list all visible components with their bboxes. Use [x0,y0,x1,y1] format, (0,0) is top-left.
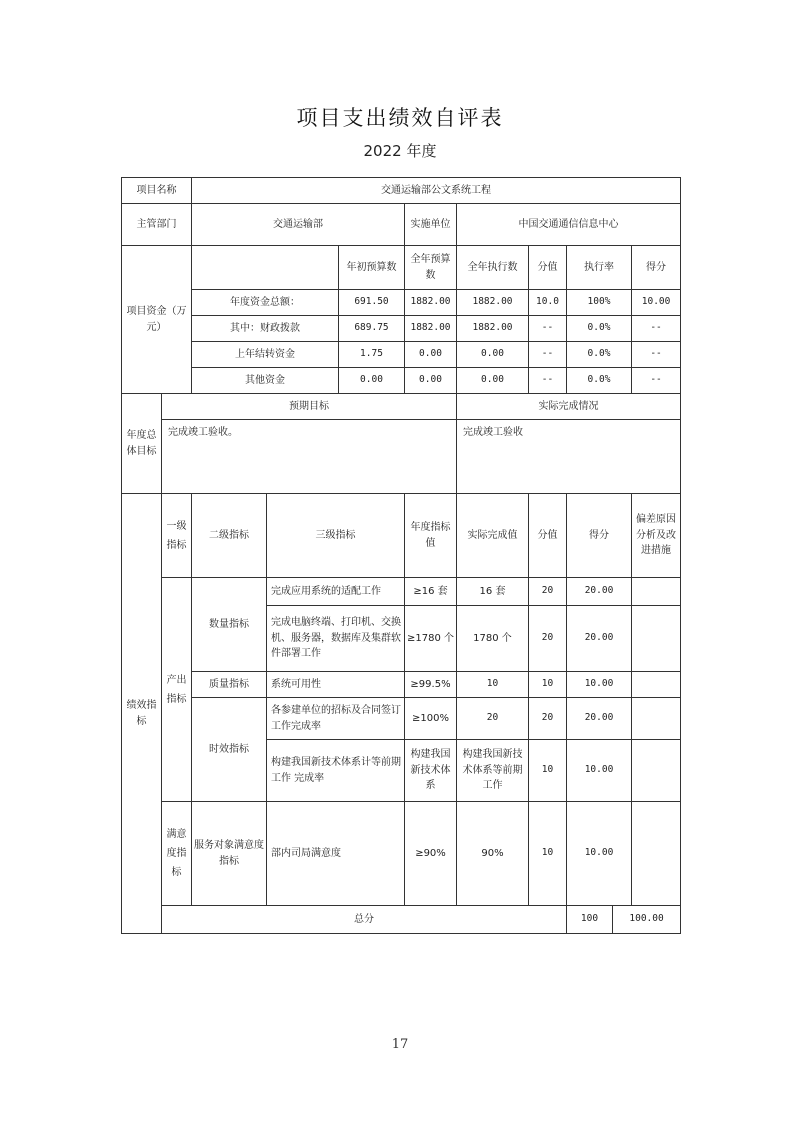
score-cell: 10.00 [567,672,632,698]
target-cell: ≥99.5% [405,672,457,698]
level3-header: 三级指标 [267,494,405,578]
target-cell: ≥100% [405,698,457,740]
score-header: 得分 [567,494,632,578]
total-score: 100.00 [613,906,681,934]
funds-cell: 0.0% [567,342,632,368]
funds-cell: -- [632,316,681,342]
self-evaluation-table [121,177,681,934]
funds-row-label: 其他资金 [192,368,339,394]
funds-header: 执行率 [567,246,632,290]
funds-header: 得分 [632,246,681,290]
expected-goal-text: 完成竣工验收。 [162,420,457,494]
funds-cell: 689.75 [339,316,405,342]
level3-cell: 系统可用性 [267,672,405,698]
funds-cell: 0.0% [567,316,632,342]
actual-goal-header: 实际完成情况 [457,394,681,420]
level2-cell: 数量指标 [192,578,267,672]
funds-cell: 0.0% [567,368,632,394]
goals-label: 年度总体目标 [122,394,162,494]
score-cell: 10.00 [567,802,632,906]
report-year: 2022 年度 [363,142,437,160]
funds-row-label: 上年结转资金 [192,342,339,368]
actual-cell: 20 [457,698,529,740]
impl-value: 中国交通通信信息中心 [457,204,681,246]
score-cell: 20.00 [567,698,632,740]
weight-cell: 20 [529,698,567,740]
actual-goal-text: 完成竣工验收 [457,420,681,494]
target-cell: 构建我国新技术体系 [405,740,457,802]
score-cell: 10.00 [567,740,632,802]
funds-cell: -- [529,316,567,342]
deviation-cell [632,672,681,698]
funds-cell: -- [529,368,567,394]
funds-cell: -- [632,368,681,394]
funds-cell: 691.50 [339,290,405,316]
actual-cell: 16 套 [457,578,529,606]
impl-label: 实施单位 [405,204,457,246]
target-cell: ≥90% [405,802,457,906]
funds-row-label: 其中：财政拨款 [192,316,339,342]
level2-header: 二级指标 [192,494,267,578]
deviation-cell [632,740,681,802]
funds-cell: -- [529,342,567,368]
weight-cell: 10 [529,672,567,698]
funds-cell: 100% [567,290,632,316]
level3-cell: 完成应用系统的适配工作 [267,578,405,606]
funds-header: 全年预算数 [405,246,457,290]
score-cell: 20.00 [567,606,632,672]
level3-cell: 完成电脑终端、打印机、交换机、服务器，数据库及集群软件部署工作 [267,606,405,672]
actual-cell: 1780 个 [457,606,529,672]
total-label: 总分 [162,906,567,934]
page-number: 17 [391,1037,409,1052]
actual-cell: 10 [457,672,529,698]
funds-cell: 1882.00 [405,290,457,316]
total-weight: 100 [567,906,613,934]
page-title: 项目支出绩效自评表 [296,106,504,130]
deviation-cell [632,698,681,740]
weight-cell: 10 [529,740,567,802]
weight-header: 分值 [529,494,567,578]
level3-cell: 各参建单位的招标及合同签订工作完成率 [267,698,405,740]
weight-cell: 20 [529,606,567,672]
funds-header: 年初预算数 [339,246,405,290]
level2-cell: 时效指标 [192,698,267,802]
funds-cell: 0.00 [457,368,529,394]
level2-cell: 服务对象满意度指标 [192,802,267,906]
score-cell: 20.00 [567,578,632,606]
satisfaction-indicator-label: 满意度指标 [162,802,192,906]
weight-cell: 20 [529,578,567,606]
indicators-label: 绩效指标 [122,494,162,934]
funds-cell: 10.00 [632,290,681,316]
actual-header: 实际完成值 [457,494,529,578]
funds-label: 项目资金（万元） [122,246,192,394]
deviation-cell [632,606,681,672]
target-header: 年度指标值 [405,494,457,578]
funds-cell: 0.00 [405,368,457,394]
target-cell: ≥16 套 [405,578,457,606]
weight-cell: 10 [529,802,567,906]
level1-header: 一级指标 [162,494,192,578]
funds-cell: 1.75 [339,342,405,368]
funds-cell: 0.00 [457,342,529,368]
funds-cell: 10.0 [529,290,567,316]
dept-label: 主管部门 [122,204,192,246]
funds-cell: 1882.00 [405,316,457,342]
expected-goal-header: 预期目标 [162,394,457,420]
deviation-cell [632,802,681,906]
funds-cell: 0.00 [339,368,405,394]
funds-cell: -- [632,342,681,368]
target-cell: ≥1780 个 [405,606,457,672]
funds-header: 分值 [529,246,567,290]
funds-cell: 0.00 [405,342,457,368]
level2-cell: 质量指标 [192,672,267,698]
output-indicator-label: 产出指标 [162,578,192,802]
deviation-header: 偏差原因分析及改进措施 [632,494,681,578]
actual-cell: 构建我国新技术体系等前期工作 [457,740,529,802]
funds-header: 全年执行数 [457,246,529,290]
level3-cell: 部内司局满意度 [267,802,405,906]
funds-row-label: 年度资金总额： [192,290,339,316]
funds-cell: 1882.00 [457,290,529,316]
actual-cell: 90% [457,802,529,906]
project-name-label: 项目名称 [122,178,192,204]
project-name-value: 交通运输部公文系统工程 [192,178,681,204]
deviation-cell [632,578,681,606]
level3-cell: 构建我国新技术体系计等前期工作 完成率 [267,740,405,802]
funds-header-blank [192,246,339,290]
dept-value: 交通运输部 [192,204,405,246]
funds-cell: 1882.00 [457,316,529,342]
